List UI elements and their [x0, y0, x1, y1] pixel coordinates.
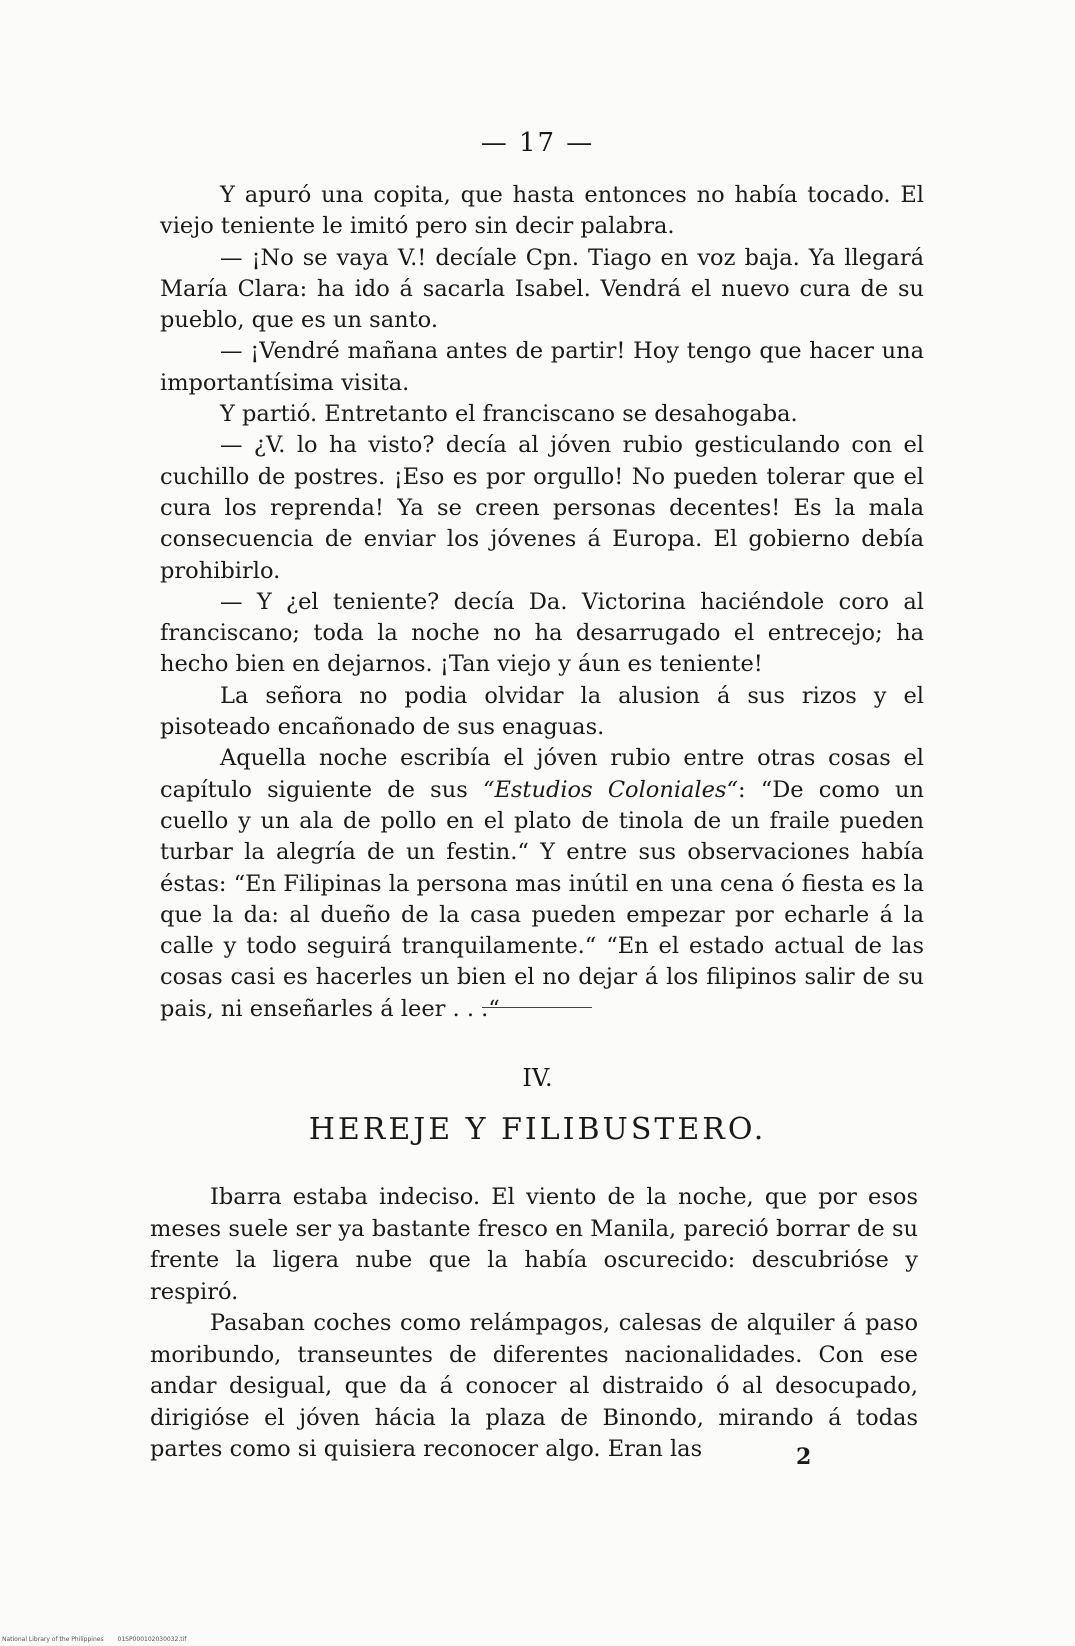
scan-footer [2, 1636, 198, 1643]
book-title: “Estudios Coloniales“ [482, 776, 738, 803]
page-number: — 17 — [480, 128, 595, 158]
paragraph: — ¿V. lo ha visto? decía al jóven rubio gesticulando con el cuchillo de postres. ¡Eso es por orgullo! No pueden tolerar que el cura los reprenda! Ya se creen personas decentes! Es la mala consecuencia de enviar los jóvenes á Europa. El gobierno debía prohibirlo. [160, 432, 924, 584]
section-one-text [160, 180, 924, 1025]
paragraph: — Y ¿el teniente? decía Da. Victorina haciéndole coro al franciscano; toda la noche no ha desarrugado el entrecejo; ha hecho bien en dejarnos. ¡Tan viejo y áun es teniente! [160, 588, 924, 678]
chapter-number: IV. [522, 1064, 553, 1092]
signature-mark: 2 [796, 1444, 812, 1470]
paragraph: — ¡Vendré mañana antes de partir! Hoy tengo que hacer una importantísima visita. [160, 338, 924, 396]
paragraph: Y partió. Entretanto el franciscano se desahogaba. [220, 401, 798, 428]
paragraph-with-book-title [160, 743, 924, 1025]
paragraph-text: : “De como un cuello y un ala de pollo en el plato de tinola de un fraile pueden turbar la alegría de un festin.“ Y entre sus observaciones había éstas: “En Filipinas la persona mas inútil en una cena ó fiesta es la que la da: al dueño de la casa pueden empezar por echarle á la calle y todo seguirá tranquilamente.“ “En el estado actual de las cosas casi es hacerles un bien el no dejar á los filipinos salir de su pais, ni enseñarles á leer . . .“ [160, 776, 924, 1022]
section-divider [482, 1007, 592, 1008]
paragraph: Pasaban coches como relámpagos, calesas de alquiler á paso moribundo, transeuntes de diferentes nacionalidades. Con ese andar desigual, que da á conocer al distraido ó al desocupado, dirigióse el jóven hácia la plaza de Binondo, mirando á todas partes como si quisiera reconocer algo. Eran las [150, 1310, 918, 1462]
paragraph: — ¡No se vaya V.! decíale Cpn. Tiago en voz baja. Ya llegará María Clara: ha ido á sacarla Isabel. Vendrá el nuevo cura de su pueblo, que es un santo. [160, 244, 924, 334]
library-credit: National Library of the Philippines [2, 1636, 104, 1643]
paragraph: La señora no podia olvidar la alusion á sus rizos y el pisoteado encañonado de sus enaguas. [160, 682, 924, 741]
paragraph: Ibarra estaba indeciso. El viento de la noche, que por esos meses suele ser ya bastante fresco en Manila, pareció borrar de su frente la ligera nube que la había oscurecido: descubrióse y respiró. [150, 1184, 918, 1305]
paragraph-text: Aquella noche escribía el jóven rubio entre otras cosas el capítulo siguiente de sus [160, 745, 924, 803]
file-code: 01SP000102030032.tif [117, 1636, 187, 1643]
section-two-text [150, 1182, 918, 1466]
chapter-title: HEREJE Y FILIBUSTERO. [308, 1112, 767, 1147]
paragraph: Y apuró una copita, que hasta entonces no había tocado. El viejo teniente le imitó pero sin decir palabra. [160, 182, 924, 240]
